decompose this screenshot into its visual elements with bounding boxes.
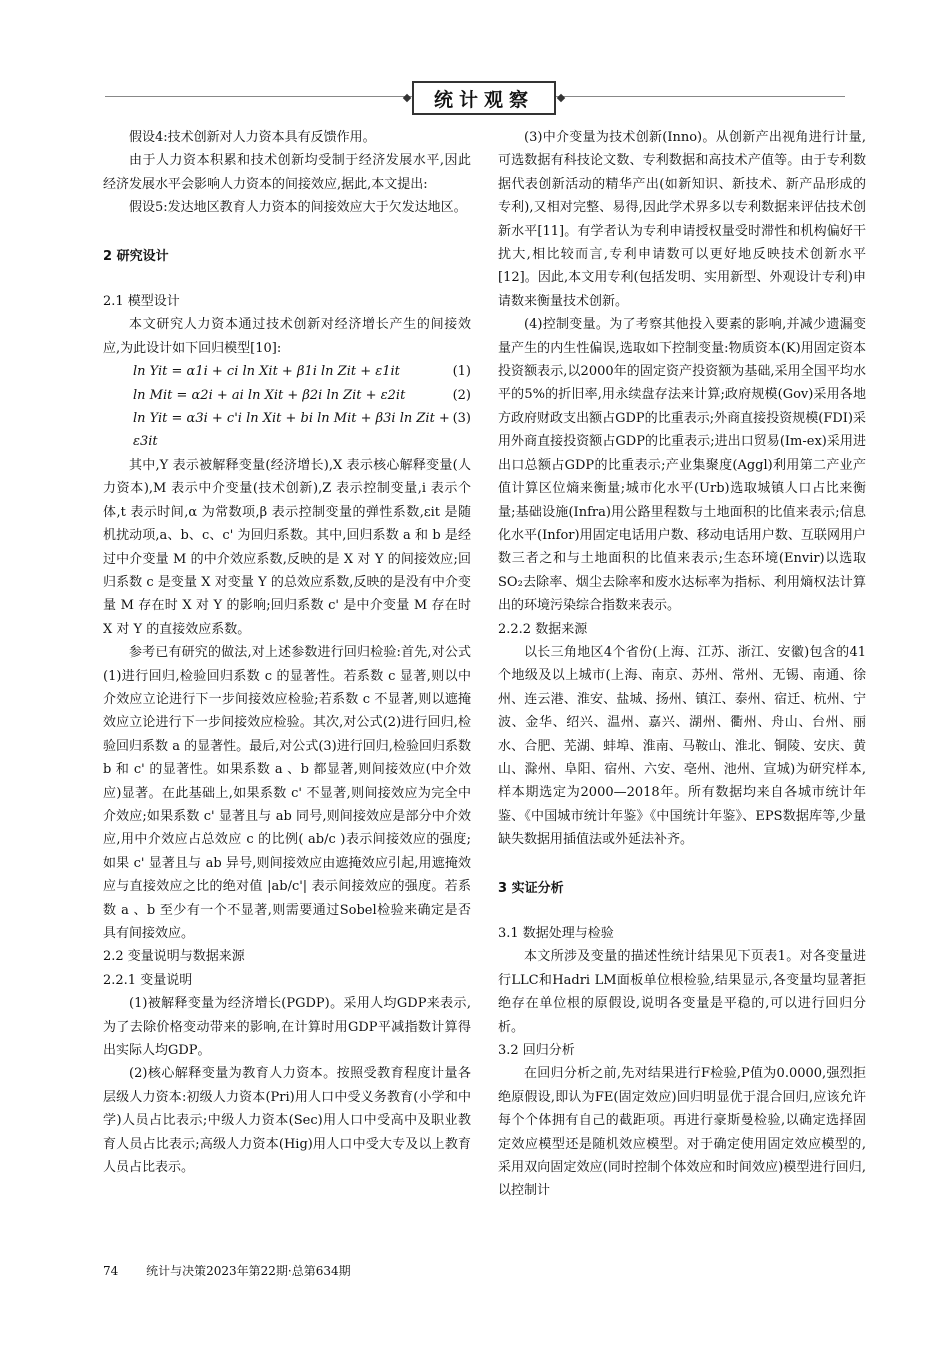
journal-info: 统计与决策2023年第22期·总第634期 xyxy=(146,1264,351,1278)
heading-sec2-2-1: 2.2.1 变量说明 xyxy=(103,972,193,988)
paragraph: 其中,Y 表示被解释变量(经济增长),X 表示核心解释变量(人力资本),M 表示中介变量(技术创新),Z 表示控制变量,i 表示个体,t 表示时间,α 为常数项,β 表示控制变量的弹性系数,εit 是随机扰动项,a、b、c、c' 为回归系数。其中,回归系数 a 和 b 是经过中介变量 M 的中介效应系数,反映的是 X 对 Y 的间接效应;回归系数 c 是变量 X 对变量 Y 的总效应系数,反映的是没有中介变量 M 存在时 X 对 Y 的影响;回归系数 c' 是中介变量 M 存在时 X 对 Y 的直接效应系数。 xyxy=(103,457,471,637)
paragraph: (1)被解释变量为经济增长(PGDP)。采用人均GDP来表示,为了去除价格变动带来的影响,在计算时用GDP平减指数计算得出实际人均GDP。 xyxy=(103,996,471,1059)
paragraph: 本文研究人力资本通过技术创新对经济增长产生的间接效应,为此设计如下回归模型[10]: xyxy=(103,317,471,356)
paragraph: 参考已有研究的做法,对上述参数进行回归检验:首先,对公式(1)进行回归,检验回归系数 c 的显著性。若系数 c 显著,则以中介效应立论进行下一步间接效应检验;若系数 c 不显著,则以遮掩效应立论进行下一步间接效应检验。其次,对公式(2)进行回归,检验回归系数 a 的显著性。最后,对公式(3)进行回归,检验回归系数 b 和 c' 的显著性。如果系数 a 、b 都显著,则间接效应(中介效应)显著。在此基础上,如果系数 c' 不显著,则间接效应为完全中介效应;如果系数 c' 显著且与 ab 同号,则间接效应是部分中介效应,用中介效应占总效应 c 的比例( ab/c )表示间接效应的强度;如果 c' 显著且与 ab 异号,则间接效应由遮掩效应引起,用遮掩效应与直接效应之比的绝对值 |ab/c'| 表示间接效应的强度。若系数 a 、b 至少有一个不显著,则需要通过Sobel检验来确定是否具有间接效应。 xyxy=(103,645,471,941)
paragraph: 假设5:发达地区教育人力资本的间接效应大于欠发达地区。 xyxy=(129,200,467,216)
page-number: 74 xyxy=(103,1264,119,1278)
paragraph: (4)控制变量。为了考察其他投入要素的影响,并减少遗漏变量产生的内生性偏误,选取如下控制变量:物质资本(K)用固定资本投资额表示,以2000年的固定资产投资额为基础,采用全国平均水平的5%的折旧率,用永续盘存法来计算;政府规模(Gov)采用各地方政府财政支出额占GDP的比重表示;外商直接投资规模(FDI)采用外商直接投资额占GDP的比重表示;进出口贸易(Im-ex)采用进出口总额占GDP的比重表示;产业集聚度(Aggl)利用第二产业产值计算区位熵来衡量;城市化水平(Urb)选取城镇人口占比来衡量;基础设施(Infra)用公路里程数与土地面积的比值来表示;信息化水平(Infor)用固定电话用户数、移动电话用户数、互联网用户数三者之和与土地面积的比值来表示;生态环境(Envir)以选取SO₂去除率、烟尘去除率和废水达标率为指标、利用熵权法计算出的环境污染综合指数来表示。 xyxy=(498,317,866,614)
equation-2: ln Mit = α2i + ai ln Xit + β2i ln Zit + ε2it (2) xyxy=(133,387,471,403)
heading-sec2: 2 研究设计 xyxy=(103,248,169,264)
paragraph: (3)中介变量为技术创新(Inno)。从创新产出视角进行计量,可选数据有科技论文数、专利数据和高技术产值等。由于专利数据代表创新活动的精华产出(如新知识、新技术、新产品形成的专利),又相对完整、易得,因此学术界多以专利数据来评估技术创新水平[11]。有学者认为专利申请授权量受时滞性和机构偏好干扰大,相比较而言,专利申请数可以更好地反映技术创新水平[12]。因此,本文用专利(包括发明、实用新型、外观设计专利)申请数来衡量技术创新。 xyxy=(498,130,866,309)
left-column xyxy=(103,126,471,1179)
paragraph: 以长三角地区4个省份(上海、江苏、浙江、安徽)包含的41个地级及以上城市(上海、南京、苏州、常州、无锡、南通、徐州、连云港、淮安、盐城、扬州、镇江、泰州、宿迁、杭州、宁波、金华、绍兴、温州、嘉兴、湖州、衢州、舟山、台州、丽水、合肥、芜湖、蚌埠、淮南、马鞍山、淮北、铜陵、安庆、黄山、滁州、阜阳、宿州、六安、亳州、池州、宣城)为研究样本,样本期选定为2000—2018年。所有数据均来自各城市统计年鉴、《中国城市统计年鉴》《中国统计年鉴》、EPS数据库等,少量缺失数据用插值法或外延法补齐。 xyxy=(498,644,866,848)
heading-sec3-2: 3.2 回归分析 xyxy=(498,1043,575,1059)
heading-sec2-2-2: 2.2.2 数据来源 xyxy=(498,621,588,637)
paragraph: 在回归分析之前,先对结果进行F检验,P值为0.0000,强烈拒绝原假设,即认为FE(固定效应)回归明显优于混合回归,应该允许每个个体拥有自己的截距项。再进行豪斯曼检验,以确定选择固定效应模型还是随机效应模型。对于确定使用固定效应模型的,采用双向固定效应(同时控制个体效应和时间效应)模型进行回归,以控制计 xyxy=(498,1066,866,1199)
paragraph: 本文所涉及变量的描述性统计结果见下页表1。对各变量进行LLC和Hadri LM面板单位根检验,结果显示,各变量均显著拒绝存在单位根的原假设,说明各变量是平稳的,可以进行回归分析。 xyxy=(498,949,866,1035)
right-column xyxy=(498,126,866,1203)
equation-1: ln Yit = α1i + ci ln Xit + β1i ln Zit + ε1it (1) xyxy=(133,364,471,380)
section-title: 统计观察 xyxy=(412,81,556,115)
heading-sec3: 3 实证分析 xyxy=(498,880,564,896)
heading-sec2-1: 2.1 模型设计 xyxy=(103,294,180,310)
paragraph: 由于人力资本积累和技术创新均受制于经济发展水平,因此经济发展水平会影响人力资本的间接效应,据此,本文提出: xyxy=(103,153,471,192)
paragraph: (2)核心解释变量为教育人力资本。按照受教育程度计量各层级人力资本:初级人力资本(Pri)用人口中受义务教育(小学和中学)人员占比表示;中级人力资本(Sec)用人口中受高中及职业教育人员占比表示;高级人力资本(Hig)用人口中受大专及以上教育人员占比表示。 xyxy=(103,1066,471,1176)
heading-sec2-2: 2.2 变量说明与数据来源 xyxy=(103,949,245,965)
equation-3: ln Yit = α3i + c'i ln Xit + bi ln Mit + β3i ln Zit + ε3it (3) xyxy=(133,411,471,450)
page-footer xyxy=(103,1262,351,1279)
paragraph: 假设4:技术创新对人力资本具有反馈作用。 xyxy=(129,130,376,145)
heading-sec3-1: 3.1 数据处理与检验 xyxy=(498,926,614,941)
